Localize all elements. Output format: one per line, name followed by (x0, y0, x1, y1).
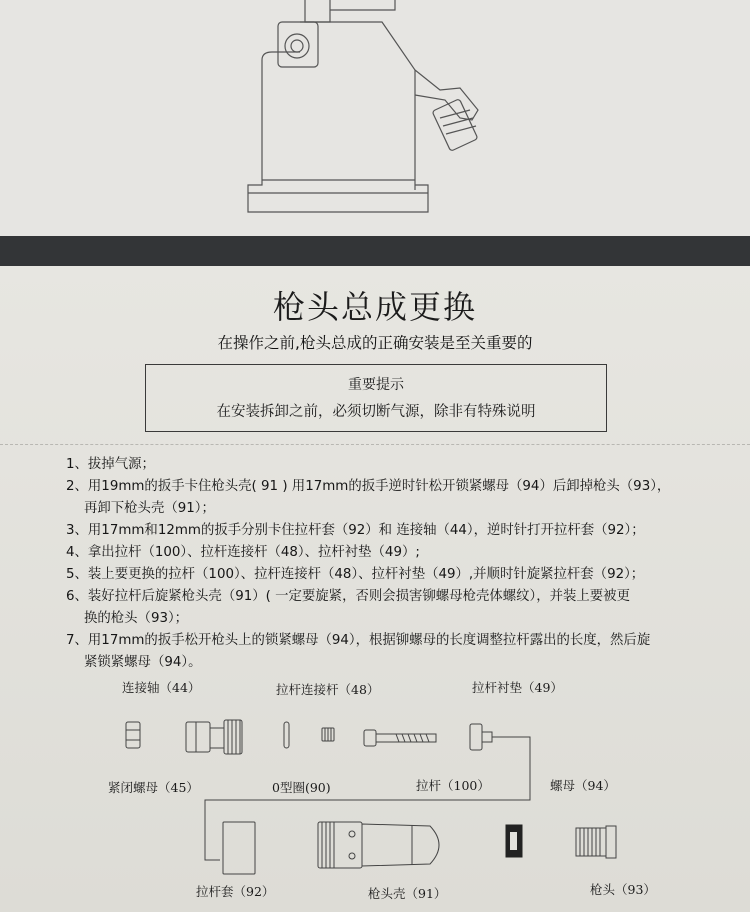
part-label-rod-connector: 拉杆连接杆（48） (276, 682, 380, 697)
connecting-shaft-drawing (186, 720, 242, 754)
step-text: 3、用17mm和12mm的扳手分别卡住拉杆套（92）和 连接轴（44），逆时针打开拉杆套（92）； (66, 523, 645, 538)
part-label-nose-housing: 枪头壳（91） (368, 886, 447, 901)
notice-body: 在安装拆卸之前，必须切断气源，除非有特殊说明 (216, 404, 536, 420)
nose-housing-drawing (318, 822, 439, 868)
part-label-nut: 螺母（94） (550, 778, 616, 793)
o-ring-drawing (284, 722, 289, 748)
pull-rod-drawing (364, 730, 436, 746)
step-text: 1、拔掉气源； (66, 457, 155, 472)
notice-heading: 重要提示 (348, 377, 404, 393)
step-continuation: 再卸下枪头壳（91）； (84, 501, 215, 516)
rod-sleeve-drawing (223, 822, 255, 874)
step-continuation: 换的枪头（93）； (84, 611, 189, 626)
part-label-connecting-shaft: 连接轴（44） (122, 680, 201, 695)
lock-nut-drawing (126, 722, 140, 748)
rod-connector-drawing (322, 728, 334, 741)
nut-center (510, 832, 517, 850)
rod-gasket-drawing (470, 724, 492, 750)
part-label-rod-gasket: 拉杆衬垫（49） (472, 680, 563, 695)
page-subtitle: 在操作之前,枪头总成的正确安装是至关重要的 (217, 334, 533, 352)
step-text: 7、用17mm的扳手松开枪头上的锁紧螺母（94），根据铆螺母的长度调整拉杆露出的长度，然后旋 (66, 633, 651, 648)
part-label-pull-rod: 拉杆（100） (416, 778, 490, 793)
step-continuation: 紧锁紧螺母（94）。 (84, 655, 202, 670)
part-label-nose-piece: 枪头（93） (590, 882, 656, 897)
page-title: 枪头总成更换 (272, 288, 477, 326)
part-label-lock-nut: 紧闭螺母（45） (108, 780, 199, 795)
nose-piece-drawing (576, 826, 616, 858)
step-text: 4、拿出拉杆（100）、拉杆连接杆（48）、拉杆衬垫（49）; (66, 545, 420, 560)
part-label-o-ring: 0型圈(90) (272, 780, 331, 795)
assembly-connector-line (205, 737, 530, 860)
step-text: 5、装上要更换的拉杆（100）、拉杆连接杆（48）、拉杆衬垫（49）,并顺时针旋紧拉杆套（92）； (66, 567, 645, 582)
step-text: 2、用19mm的扳手卡住枪头壳( 91 ) 用17mm的扳手逆时针松开锁紧螺母（94）后卸掉枪头（93）， (66, 479, 671, 494)
part-label-rod-sleeve: 拉杆套（92） (196, 884, 275, 899)
step-text: 6、装好拉杆后旋紧枪头壳（91）( 一定要旋紧，否则会损害铆螺母枪壳体螺纹），并装上要被更 (66, 589, 630, 604)
